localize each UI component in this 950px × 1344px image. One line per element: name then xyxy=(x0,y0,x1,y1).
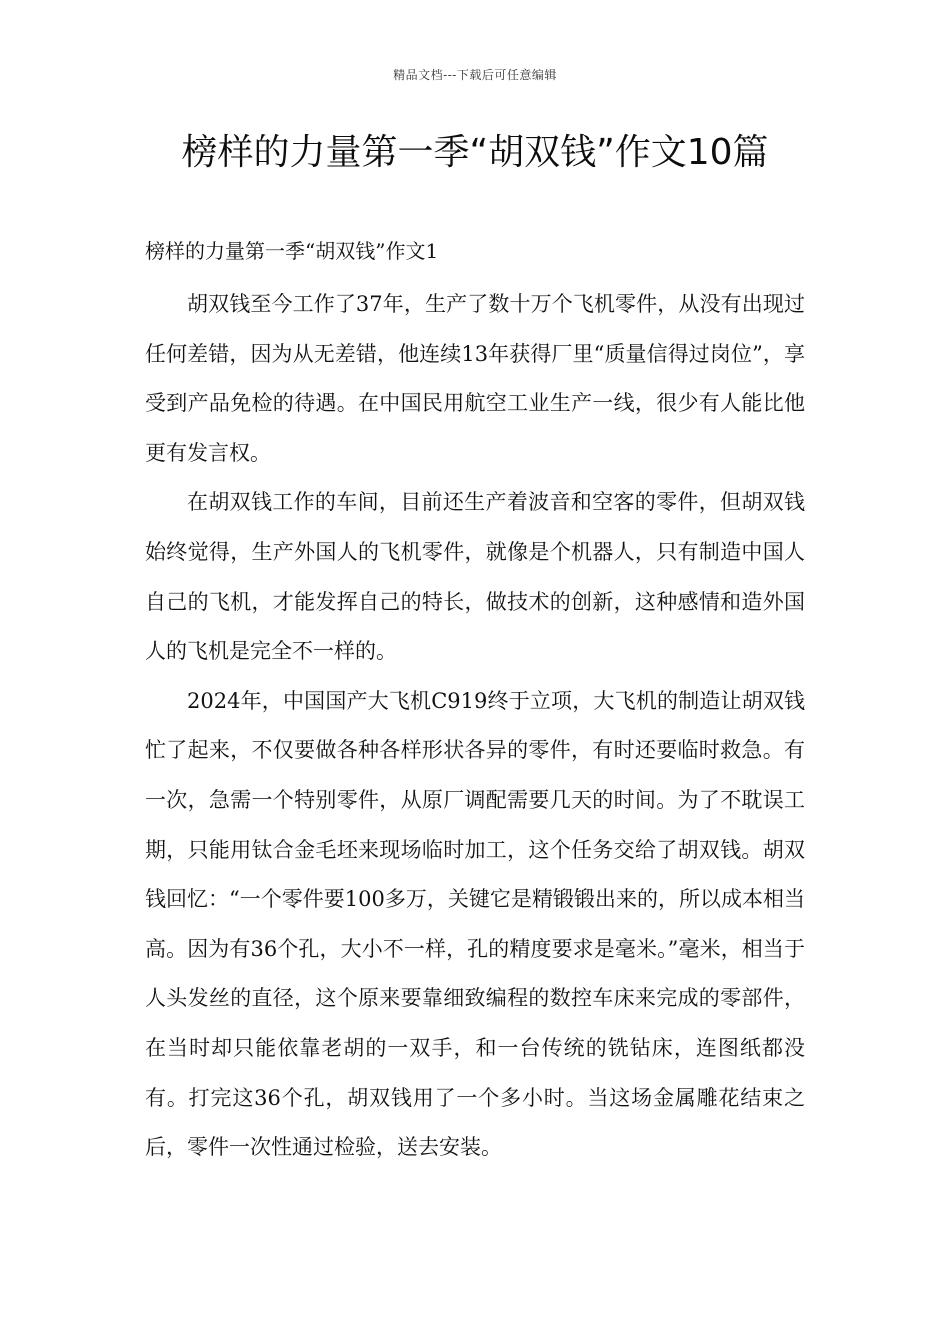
paragraph: 在胡双钱工作的车间，目前还生产着波音和空客的零件，但胡双钱始终觉得，生产外国人的飞机零件，就像是个机器人，只有制造中国人自己的飞机，才能发挥自己的特长，做技术的创新，这种感情和造外国人的飞机是完全不一样的。 xyxy=(145,490,805,664)
document-body xyxy=(145,280,805,1173)
document-title: 榜样的力量第一季“胡双钱”作文10篇 xyxy=(181,132,769,173)
essay-subtitle: 榜样的力量第一季“胡双钱”作文1 xyxy=(145,239,439,263)
paragraph: 胡双钱至今工作了37年，生产了数十万个飞机零件，从没有出现过任何差错，因为从无差错，他连续13年获得厂里“质量信得过岗位”，享受到产品免检的待遇。在中国民用航空工业生产一线，很少有人能比他更有发言权。 xyxy=(145,292,805,465)
page-header: 精品文档---下载后可任意编辑 xyxy=(393,68,557,82)
paragraph: 2024年，中国国产大飞机C919终于立项，大飞机的制造让胡双钱忙了起来，不仅要做各种各样形状各异的零件，有时还要临时救急。有一次，急需一个特别零件，从原厂调配需要几天的时间。为了不耽误工期，只能用钛合金毛坯来现场临时加工，这个任务交给了胡双钱。胡双钱回忆：“一个零件要100多万，关键它是精锻锻出来的，所以成本相当高。因为有36个孔，大小不一样，孔的精度要求是毫米。”毫米，相当于人头发丝的直径，这个原来要靠细致编程的数控车床来完成的零部件，在当时却只能依靠老胡的一双手，和一台传统的铣钻床，连图纸都没有。打完这36个孔，胡双钱用了一个多小时。当这场金属雕花结束之后，零件一次性通过检验，送去安装。 xyxy=(145,688,805,1160)
